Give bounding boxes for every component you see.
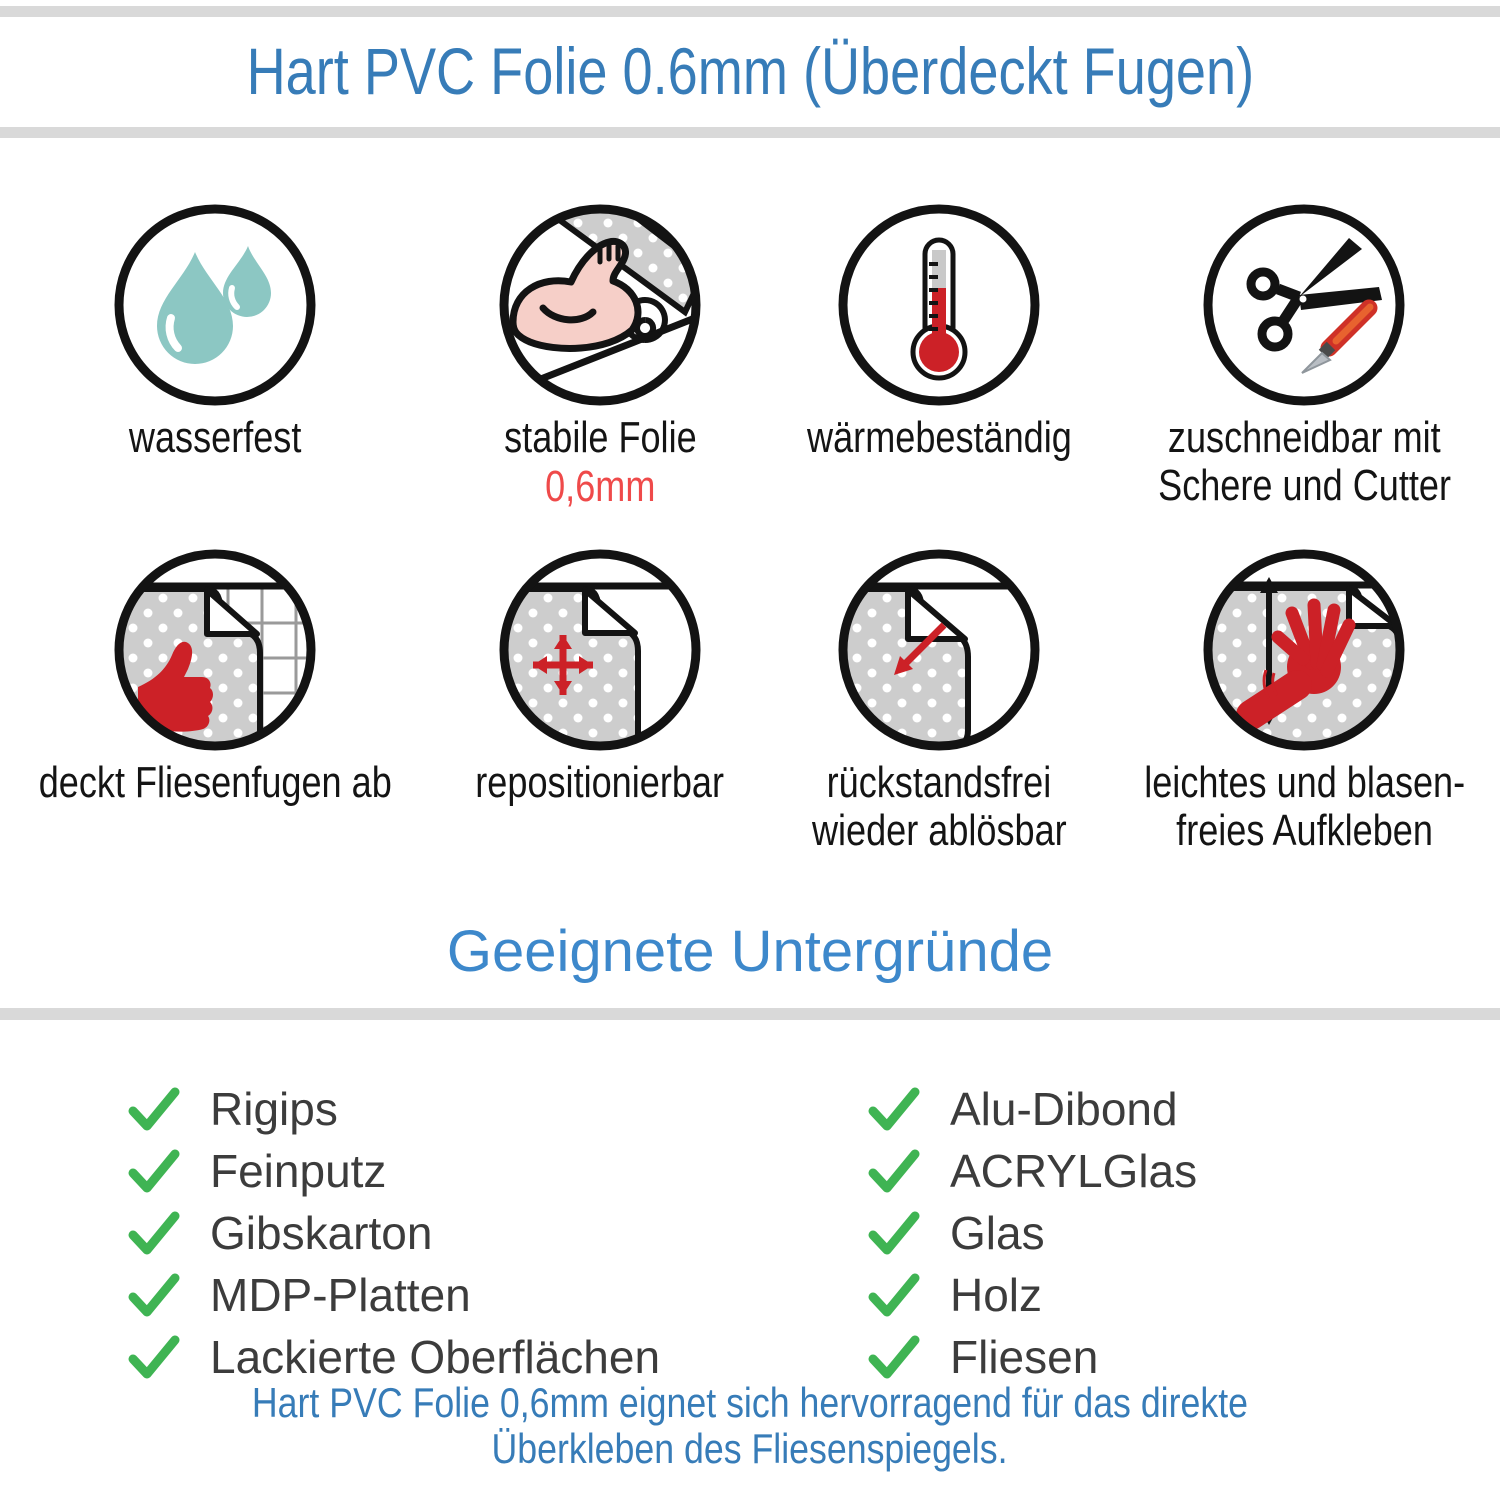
scissors-cutter-icon — [1199, 200, 1409, 410]
peel-off-arrow-icon — [834, 545, 1044, 755]
section-heading: Geeignete Untergründe — [446, 919, 1054, 984]
feature-stabile-folie — [431, 200, 770, 545]
check-icon — [128, 1334, 180, 1380]
feature-label: deckt Fliesenfugen ab — [38, 758, 392, 807]
features-grid — [0, 200, 1500, 890]
check-icon — [128, 1210, 180, 1256]
tile-thumbs-up-icon — [110, 545, 320, 755]
list-item: Holz — [868, 1264, 1197, 1326]
list-item: Gibskarton — [128, 1202, 660, 1264]
feature-leichtes-aufkleben — [1109, 545, 1500, 890]
footer-line2: Überkleben des Fliesenspiegels. — [492, 1425, 1008, 1472]
substrates-column-right — [868, 1078, 1197, 1388]
footer-note — [0, 1380, 1500, 1472]
move-arrows-foil-icon — [495, 545, 705, 755]
feature-label: zuschneidbar mit Schere und Cutter — [1157, 413, 1451, 510]
list-item: ACRYLGlas — [868, 1140, 1197, 1202]
page-title — [0, 28, 1500, 114]
muscle-foil-icon — [495, 200, 705, 410]
feature-label: repositionierbar — [475, 758, 725, 807]
feature-label: rückstandsfrei wieder ablösbar — [811, 758, 1067, 855]
check-icon — [868, 1272, 920, 1318]
hand-smoothing-icon — [1199, 545, 1409, 755]
list-item: Feinputz — [128, 1140, 660, 1202]
title-divider-bar — [0, 127, 1500, 138]
list-item: MDP-Platten — [128, 1264, 660, 1326]
list-item: Lackierte Oberflächen — [128, 1326, 660, 1388]
footer-line1: Hart PVC Folie 0,6mm eignet sich hervorragend für das direkte — [251, 1379, 1249, 1426]
list-item: Fliesen — [868, 1326, 1197, 1388]
check-icon — [128, 1272, 180, 1318]
feature-repositionierbar — [431, 545, 770, 890]
feature-waermebestaendig — [770, 200, 1109, 545]
check-icon — [128, 1086, 180, 1132]
list-item: Alu-Dibond — [868, 1078, 1197, 1140]
section-divider-bar — [0, 1008, 1500, 1020]
feature-zuschneidbar — [1109, 200, 1500, 545]
substrates-column-left — [128, 1078, 660, 1388]
check-icon — [868, 1334, 920, 1380]
water-drops-icon — [110, 200, 320, 410]
feature-label: stabile Folie — [503, 413, 697, 462]
feature-deckt-fliesenfugen — [0, 545, 431, 890]
list-item: Glas — [868, 1202, 1197, 1264]
thermometer-icon — [834, 200, 1044, 410]
page-title-text: Hart PVC Folie 0.6mm (Überdeckt Fugen) — [246, 34, 1254, 108]
check-icon — [868, 1148, 920, 1194]
feature-label: wasserfest — [129, 413, 302, 462]
check-icon — [868, 1210, 920, 1256]
check-icon — [868, 1086, 920, 1132]
feature-label: leichtes und blasen- freies Aufkleben — [1143, 758, 1465, 855]
feature-wasserfest — [0, 200, 431, 545]
list-item: Rigips — [128, 1078, 660, 1140]
check-icon — [128, 1148, 180, 1194]
feature-label: wärmebeständig — [806, 413, 1072, 462]
feature-thickness-label: 0,6mm — [544, 462, 656, 511]
feature-rueckstandsfrei — [770, 545, 1109, 890]
top-divider-bar — [0, 6, 1500, 17]
